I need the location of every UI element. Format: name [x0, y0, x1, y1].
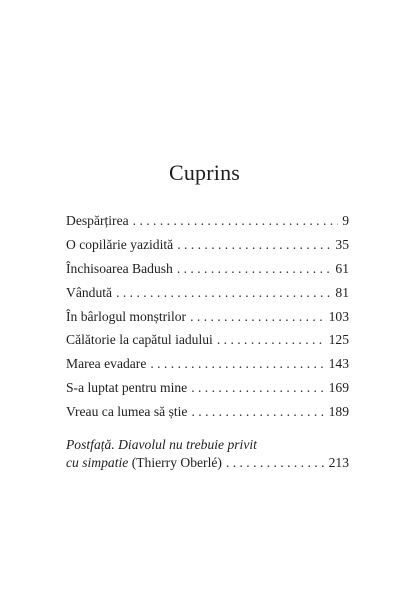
toc-entry-page: 125: [328, 332, 349, 348]
toc-entry: [66, 402, 349, 426]
toc-entry-label: Despărțirea: [66, 213, 129, 228]
dot-leader: [226, 454, 325, 472]
toc-entry: [66, 211, 349, 235]
toc-entry-page: 103: [328, 308, 349, 324]
dot-leader: [191, 378, 324, 398]
toc-entry-label: Închisoarea Badush: [66, 260, 173, 276]
afterword-title-line2: [66, 454, 349, 472]
toc-entry-page: 9: [342, 213, 349, 228]
toc-entry-page: 81: [335, 284, 349, 300]
toc-entry-label: Marea evadare: [66, 356, 147, 372]
afterword-title-italic-end: cu simpatie: [66, 455, 129, 470]
toc-entry: [66, 307, 349, 331]
toc-entry-label: O copilărie yazidită: [66, 236, 174, 252]
dot-leader: [177, 259, 332, 279]
toc-entry-label: În bârlogul monștrilor: [66, 308, 187, 324]
dot-leader: [150, 354, 324, 374]
afterword-author: (Thierry Oberlé): [131, 455, 222, 470]
toc-entry-label: S-a luptat pentru mine: [66, 380, 188, 396]
toc-entry-label: Vândută: [66, 284, 113, 300]
toc-afterword-entry: [66, 436, 349, 472]
afterword-page: 213: [328, 455, 349, 470]
toc-entry-page: 169: [328, 380, 349, 396]
toc-entry-page: 35: [335, 236, 349, 252]
toc-entry: [66, 378, 349, 402]
toc-entry: [66, 354, 349, 378]
table-of-contents: [66, 211, 349, 426]
page-title: Cuprins: [168, 160, 241, 185]
toc-entry: [66, 235, 349, 259]
toc-entry-page: 61: [335, 260, 349, 276]
toc-entry-page: 143: [328, 356, 349, 372]
toc-entry: [66, 330, 349, 354]
toc-entry-label: Vreau ca lumea să știe: [66, 404, 188, 420]
toc-entry: [66, 283, 349, 307]
dot-leader: [133, 211, 339, 231]
dot-leader: [116, 283, 331, 303]
dot-leader: [217, 330, 325, 350]
dot-leader: [191, 402, 324, 422]
dot-leader: [190, 307, 325, 327]
toc-entry-label: Călătorie la capătul iadului: [66, 332, 213, 348]
toc-entry-page: 189: [328, 404, 349, 420]
dot-leader: [177, 235, 331, 255]
afterword-title-line1: Postfață. Diavolul nu trebuie privit: [66, 437, 257, 452]
toc-entry: [66, 259, 349, 283]
